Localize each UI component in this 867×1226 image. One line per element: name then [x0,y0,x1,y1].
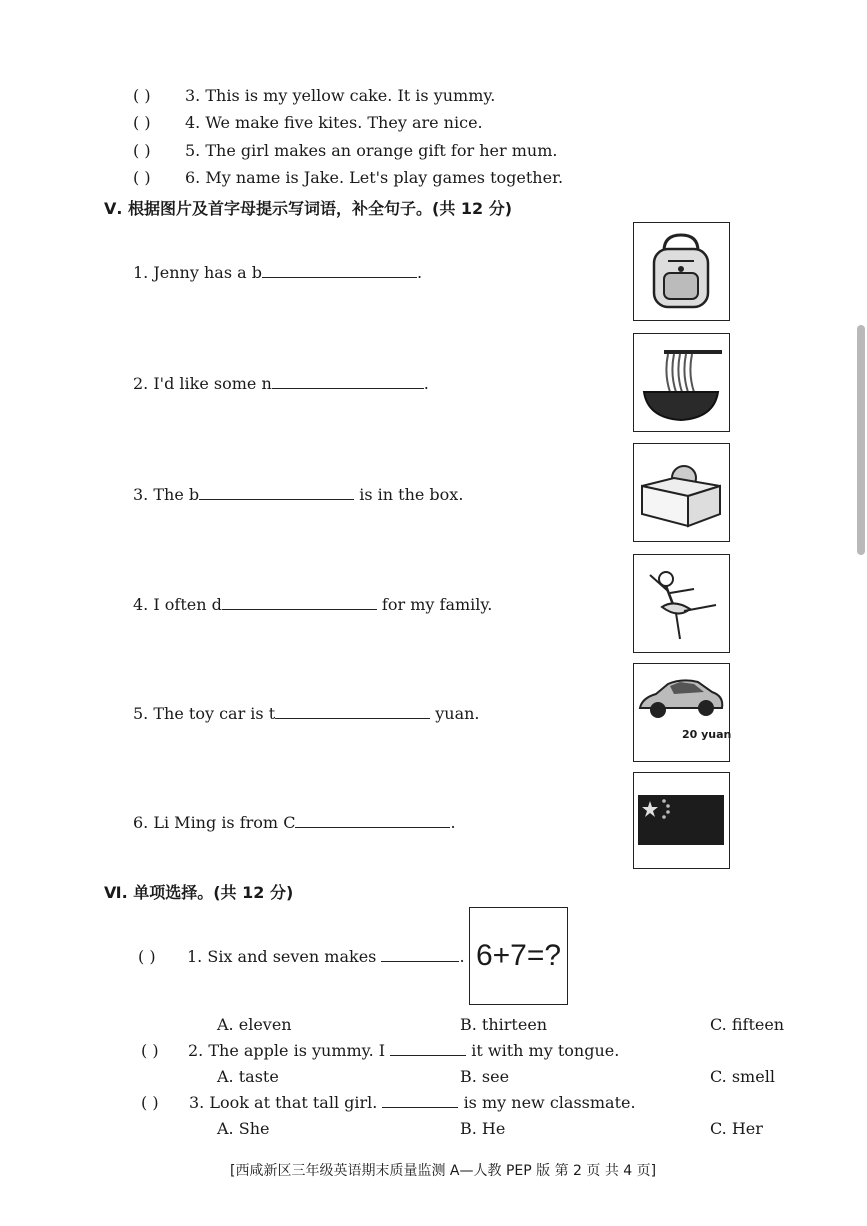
fill-item-5 [133,704,480,723]
option-c: C. fifteen [710,1015,785,1034]
fill-item-3 [133,485,463,504]
answer-paren[interactable]: ( ) [141,1093,159,1112]
fill-item-text: 5. The toy car is t [133,704,276,723]
picture-box-backpack [633,222,730,321]
fill-item-4 [133,595,492,614]
option-a: A. taste [217,1067,279,1086]
section-5-title: Ⅴ. 根据图片及首字母提示写词语，补全句子。(共 12 分) [104,199,513,218]
question-text: 3. This is my yellow cake. It is yummy. [185,86,496,105]
section-6-title: Ⅵ. 单项选择。(共 12 分) [104,883,294,902]
answer-blank[interactable] [272,375,424,389]
choice-question-1 [187,947,465,966]
option-a: A. eleven [217,1015,292,1034]
picture-box-ball-box [633,443,730,542]
page-footer: [西咸新区三年级英语期末质量监测 A—人教 PEP 版 第 2 页 共 4 页] [230,1163,657,1179]
fill-item-text: 6. Li Ming is from C [133,813,296,832]
choice-question-2 [188,1041,619,1060]
fill-item-text: yuan. [430,704,480,723]
picture-box-noodles [633,333,730,432]
math-expression-box [469,907,568,1005]
answer-blank[interactable] [295,814,450,828]
question-text: 2. The apple is yummy. I [188,1041,386,1060]
fill-item-text: for my family. [376,595,493,614]
answer-blank[interactable] [262,264,417,278]
noodles-icon [634,334,728,430]
choice-question-3 [189,1093,636,1112]
fill-item-text: 3. The b [133,485,200,504]
option-b: B. He [460,1119,506,1138]
answer-blank[interactable] [382,1094,458,1108]
car-price-label: 20 yuan [682,728,732,741]
answer-blank[interactable] [381,948,459,962]
picture-box-dancer [633,554,730,653]
picture-box-flag [633,772,730,869]
option-b: B. see [460,1067,510,1086]
fill-item-text: . [416,263,423,282]
answer-blank[interactable] [275,705,430,719]
answer-blank[interactable] [199,486,354,500]
question-text: 6. My name is Jake. Let's play games together. [185,168,564,187]
fill-item-text: 2. I'd like some n [133,374,272,393]
picture-box-car [633,663,730,762]
china-flag-icon [634,773,728,867]
question-text: 1. Six and seven makes [187,947,377,966]
question-text: 3. Look at that tall girl. [189,1093,378,1112]
question-text: it with my tongue. [471,1041,620,1060]
answer-paren[interactable]: ( ) [133,168,151,187]
dancer-icon [634,555,728,651]
answer-paren[interactable]: ( ) [138,947,156,966]
fill-item-text: 4. I often d [133,595,222,614]
fill-item-1 [133,263,422,282]
toy-car-icon [634,664,728,734]
ball-in-box-icon [634,444,728,540]
option-c: C. Her [710,1119,763,1138]
answer-paren[interactable]: ( ) [141,1041,159,1060]
option-a: A. She [217,1119,270,1138]
vertical-scrollbar[interactable] [857,325,865,555]
option-b: B. thirteen [460,1015,548,1034]
fill-item-2 [133,374,429,393]
option-c: C. smell [710,1067,775,1086]
fill-item-6 [133,813,456,832]
answer-blank[interactable] [390,1042,466,1056]
math-expression: 6+7=? [475,939,562,972]
question-text: 4. We make five kites. They are nice. [185,113,483,132]
answer-paren[interactable]: ( ) [133,86,151,105]
answer-paren[interactable]: ( ) [133,113,151,132]
answer-paren[interactable]: ( ) [133,141,151,160]
answer-blank[interactable] [222,596,377,610]
question-text: . [459,947,465,966]
fill-item-text: 1. Jenny has a b [133,263,262,282]
fill-item-text: . [450,813,456,832]
question-text: 5. The girl makes an orange gift for her mum. [185,141,558,160]
backpack-icon [634,223,728,319]
question-text: is my new classmate. [463,1093,636,1112]
fill-item-text: . [423,374,429,393]
fill-item-text: is in the box. [354,485,464,504]
